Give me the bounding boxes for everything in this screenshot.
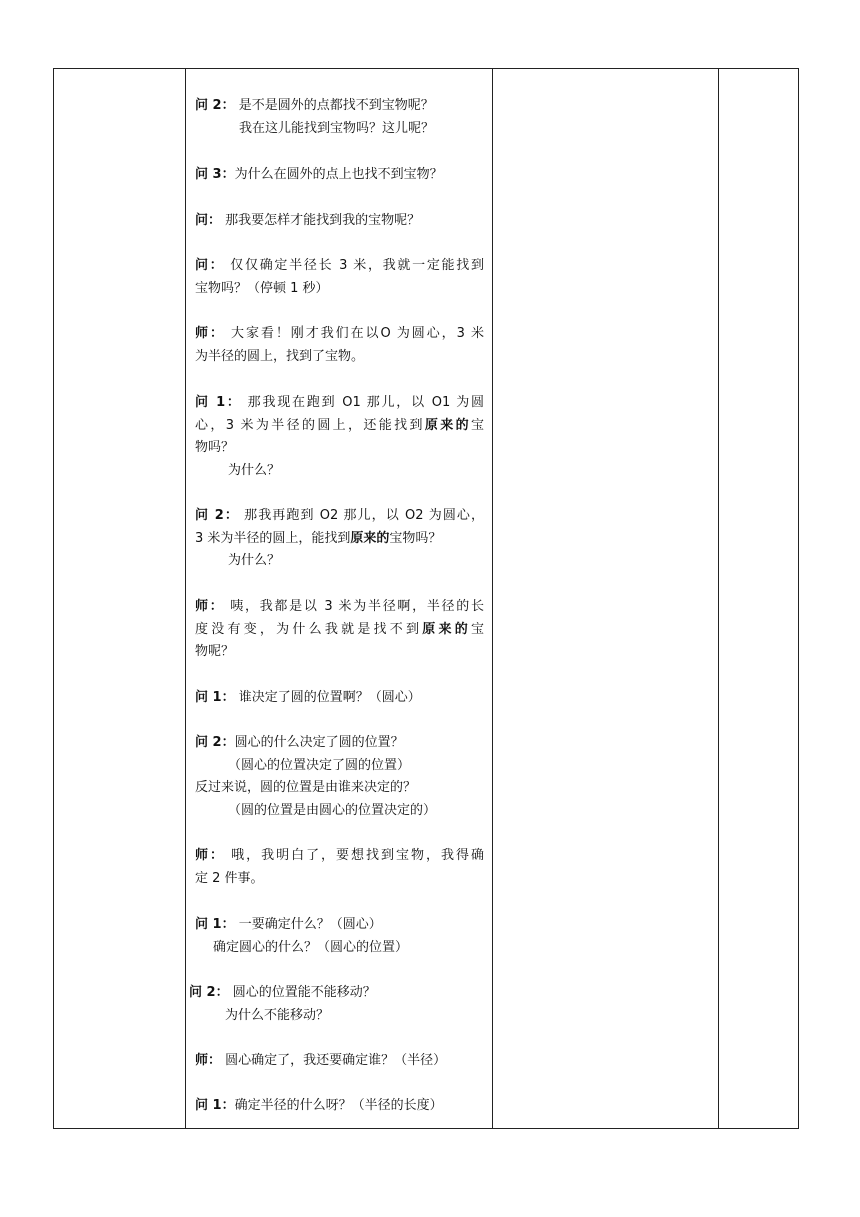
text-line: 师： 圆心确定了，我还要确定谁？（半径） xyxy=(195,1053,447,1068)
paragraph xyxy=(195,1095,484,1118)
text-line: 物呢？ xyxy=(195,644,235,659)
paragraph xyxy=(195,687,484,710)
paragraph xyxy=(195,255,484,300)
paragraph xyxy=(195,323,484,368)
text-line: 为什么？ xyxy=(228,462,281,478)
text-line: 问 2： 是不是圆外的点都找不到宝物呢？ xyxy=(195,98,434,113)
column-divider xyxy=(492,69,493,1128)
text-line: 师： 哦，我明白了，要想找到宝物，我得确 xyxy=(195,848,484,863)
text-line: 问： 仅仅确定半径长 3 米，我就一定能找到 xyxy=(195,258,484,273)
text-line: 问 2：圆心的什么决定了圆的位置？ xyxy=(195,735,404,750)
paragraph xyxy=(195,845,484,890)
text-line: 问 1：确定半径的什么呀？（半径的长度） xyxy=(195,1098,443,1113)
paragraph xyxy=(195,596,484,664)
text-line: 我在这儿能找到宝物吗？这儿呢？ xyxy=(239,120,435,136)
text-line: 问 1： 谁决定了圆的位置啊？（圆心） xyxy=(195,690,421,705)
text-line: 为什么？ xyxy=(228,553,281,568)
paragraph xyxy=(195,914,484,959)
text-line: 为半径的圆上，找到了宝物。 xyxy=(195,348,365,364)
text-line: （圆心的位置决定了圆的位置） xyxy=(228,757,411,773)
paragraph xyxy=(189,982,484,1027)
paragraph xyxy=(195,392,484,482)
text-line: 问 2： 圆心的位置能不能移动？ xyxy=(189,985,376,1000)
lesson-table xyxy=(53,68,799,1129)
text-line: 反过来说，圆的位置是由谁来决定的？ xyxy=(195,780,417,795)
paragraph xyxy=(195,95,484,140)
column-divider xyxy=(185,69,186,1128)
text-line: 度没有变，为什么我就是找不到原来的宝 xyxy=(195,621,484,637)
paragraph xyxy=(195,505,484,573)
text-line: 师： 大家看！刚才我们在以O 为圆心，3 米 xyxy=(195,326,484,341)
text-line: 3 米为半径的圆上，能找到原来的宝物吗？ xyxy=(195,530,442,546)
text-line: 问 1： 那我现在跑到 O1 那儿，以 O1 为圆 xyxy=(195,395,485,410)
text-line: 为什么不能移动？ xyxy=(225,1007,330,1023)
text-line: 问 2： 那我再跑到 O2 那儿，以 O2 为圆心， xyxy=(195,508,484,523)
text-line: 宝物吗？（停顿 1 秒） xyxy=(195,280,329,296)
text-line: 问 3：为什么在圆外的点上也找不到宝物？ xyxy=(195,167,443,182)
text-line: 确定圆心的什么？（圆心的位置） xyxy=(213,939,409,955)
column-divider xyxy=(718,69,719,1128)
text-line: （圆的位置是由圆心的位置决定的） xyxy=(228,802,437,818)
paragraph xyxy=(195,210,484,233)
paragraph xyxy=(195,164,484,187)
text-line: 物吗？ xyxy=(195,440,235,455)
text-line: 师： 咦，我都是以 3 米为半径啊，半径的长 xyxy=(195,599,484,614)
paragraph xyxy=(195,1050,484,1073)
paragraph xyxy=(195,732,484,822)
text-line: 定 2 件事。 xyxy=(195,870,264,886)
text-line: 问 1： 一要确定什么？（圆心） xyxy=(195,917,382,932)
text-line: 问： 那我要怎样才能找到我的宝物呢？ xyxy=(195,213,421,228)
text-line: 心，3 米为半径的圆上，还能找到原来的宝 xyxy=(195,417,484,433)
